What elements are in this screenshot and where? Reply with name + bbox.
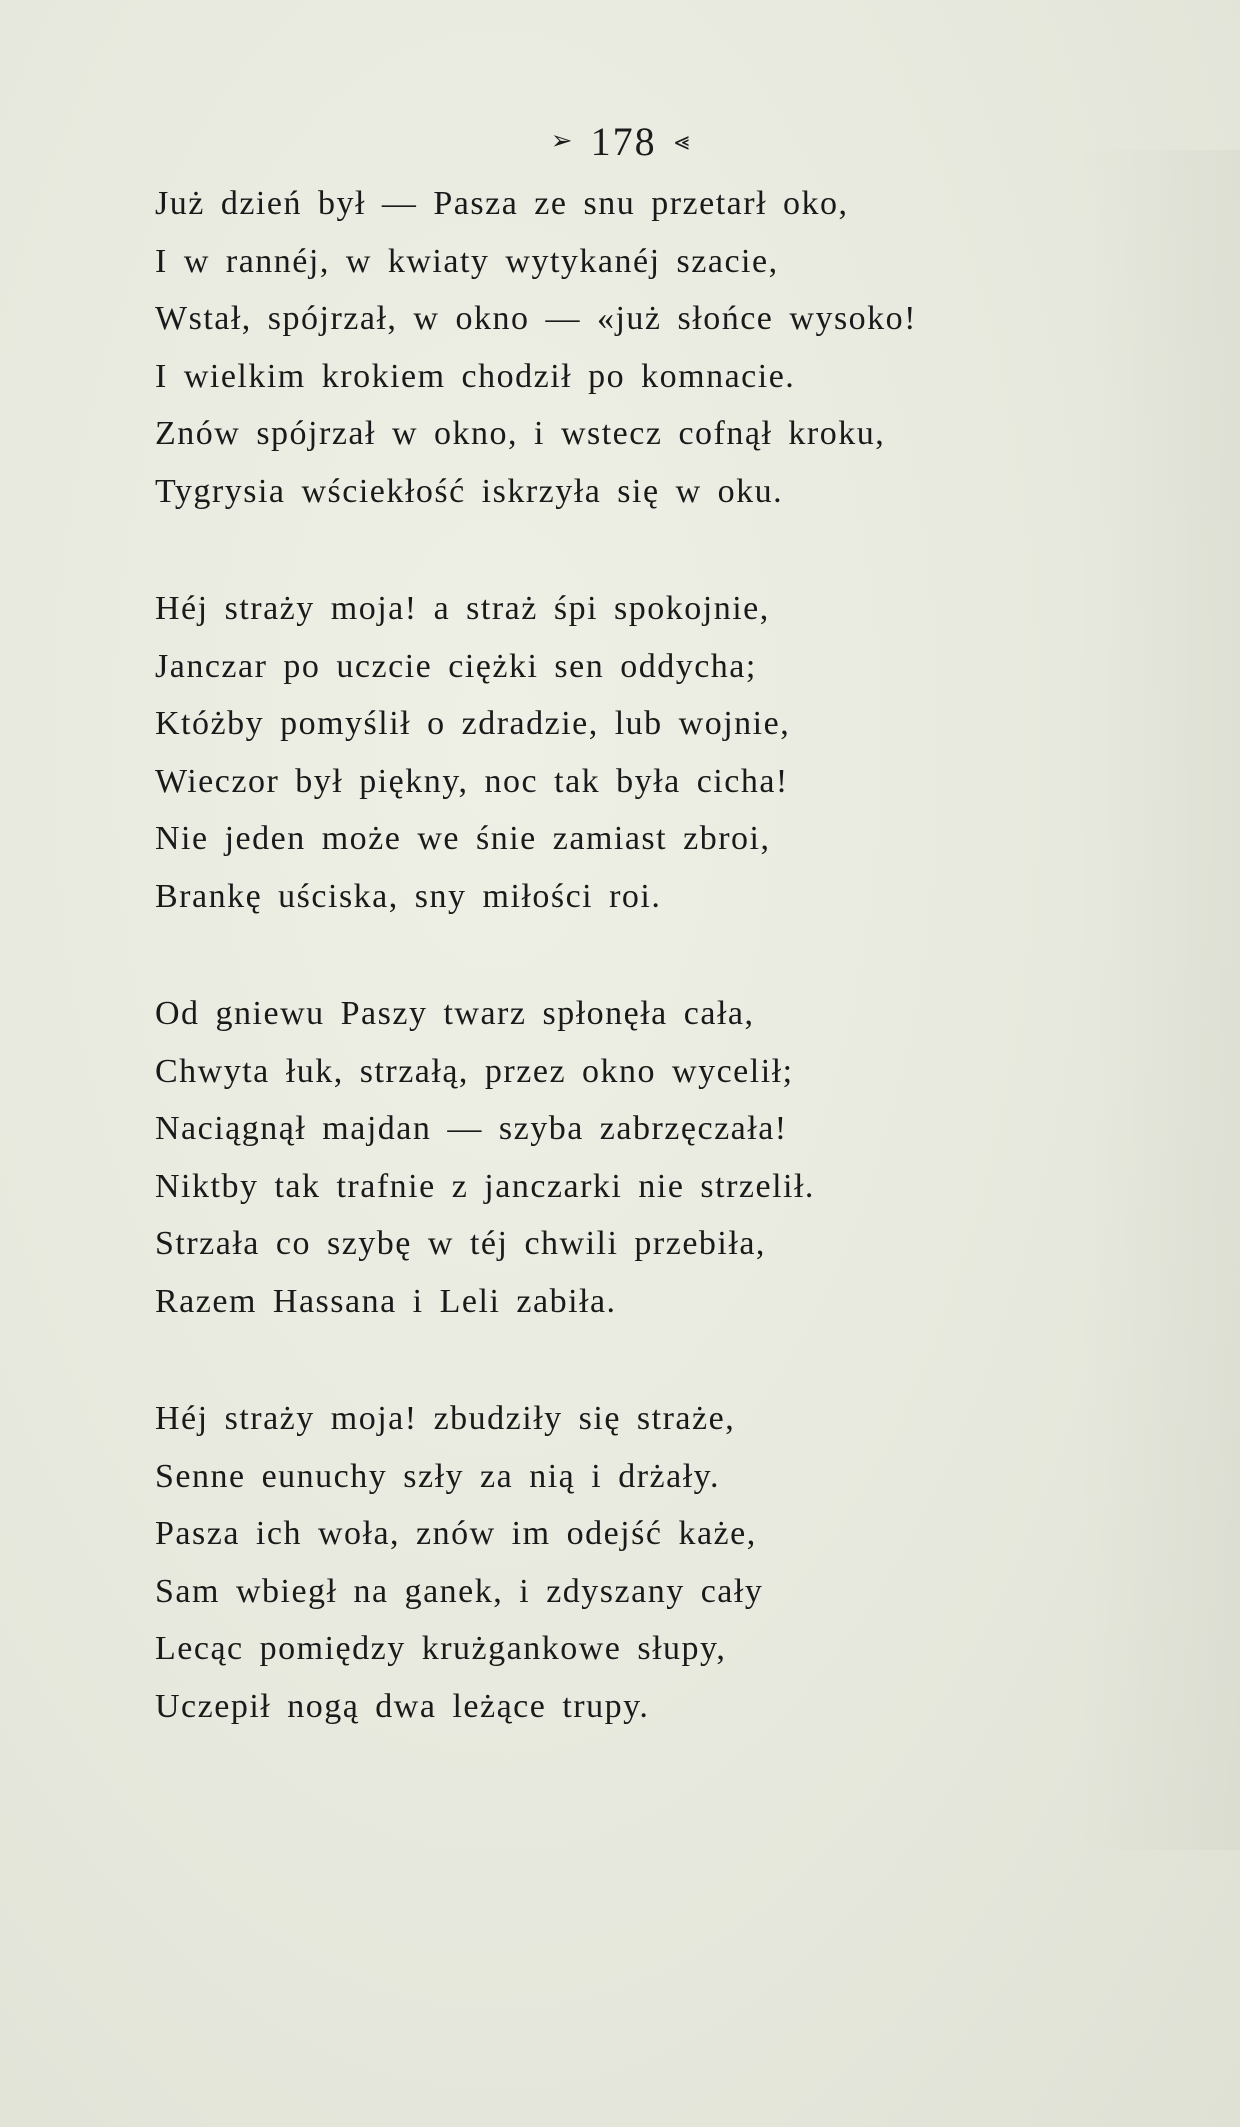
verse-line: Tygrysia wściekłość iskrzyła się w oku.: [155, 472, 784, 510]
verse-line: Brankę uściska, sny miłości roi.: [155, 877, 662, 915]
verse-line: Wstał, spójrzał, w okno — «już słońce wysoko!: [155, 300, 917, 337]
page-number: 178: [590, 118, 657, 164]
verse-line: Nie jeden może we śnie zamiast zbroi,: [155, 820, 771, 857]
verse-line: Strzała co szybę w téj chwili przebiła,: [155, 1225, 766, 1262]
verse-line: Janczar po uczcie ciężki sen oddycha;: [155, 647, 757, 685]
verse-line: Pasza ich woła, znów im odejść każe,: [155, 1515, 757, 1552]
page-header: [0, 116, 1240, 166]
stanza-2: [155, 580, 1075, 925]
verse-line: Sam wbiegł na ganek, i zdyszany cały: [155, 1572, 764, 1610]
verse-line: Héj straży moja! a straż śpi spokojnie,: [155, 590, 770, 627]
verse-line: I wielkim krokiem chodził po komnacie.: [155, 357, 796, 395]
verse-line: Już dzień był — Pasza ze snu przetarł oko,: [155, 185, 849, 222]
verse-line: Niktby tak trafnie z janczarki nie strzelił.: [155, 1167, 815, 1205]
verse-line: Razem Hassana i Leli zabiła.: [155, 1282, 617, 1320]
verse-line: Znów spójrzał w okno, i wstecz cofnął kroku,: [155, 415, 886, 452]
stanza-1: [155, 175, 1075, 520]
verse-line: Od gniewu Paszy twarz spłonęła cała,: [155, 995, 755, 1032]
poem-body: [155, 175, 1075, 1735]
verse-line: Chwyta łuk, strzałą, przez okno wycelił;: [155, 1052, 794, 1090]
verse-line: Héj straży moja! zbudziły się straże,: [155, 1400, 736, 1437]
verse-line: Lecąc pomiędzy krużgankowe słupy,: [155, 1630, 727, 1667]
left-arrow-ornament-icon: ➢: [550, 126, 573, 156]
right-arrow-ornament-icon: ⪡: [674, 126, 690, 156]
stanza-3: [155, 985, 1075, 1330]
verse-line: I w rannéj, w kwiaty wytykanéj szacie,: [155, 242, 779, 280]
verse-line: Któżby pomyślił o zdradzie, lub wojnie,: [155, 705, 791, 742]
verse-line: Senne eunuchy szły za nią i drżały.: [155, 1457, 720, 1495]
verse-line: Wieczor był piękny, noc tak była cicha!: [155, 762, 789, 800]
verse-line: Uczepił nogą dwa leżące trupy.: [155, 1687, 650, 1725]
stanza-4: [155, 1390, 1075, 1735]
bleed-through-shadow: [1080, 150, 1240, 1850]
verse-line: Naciągnął majdan — szyba zabrzęczała!: [155, 1110, 788, 1147]
